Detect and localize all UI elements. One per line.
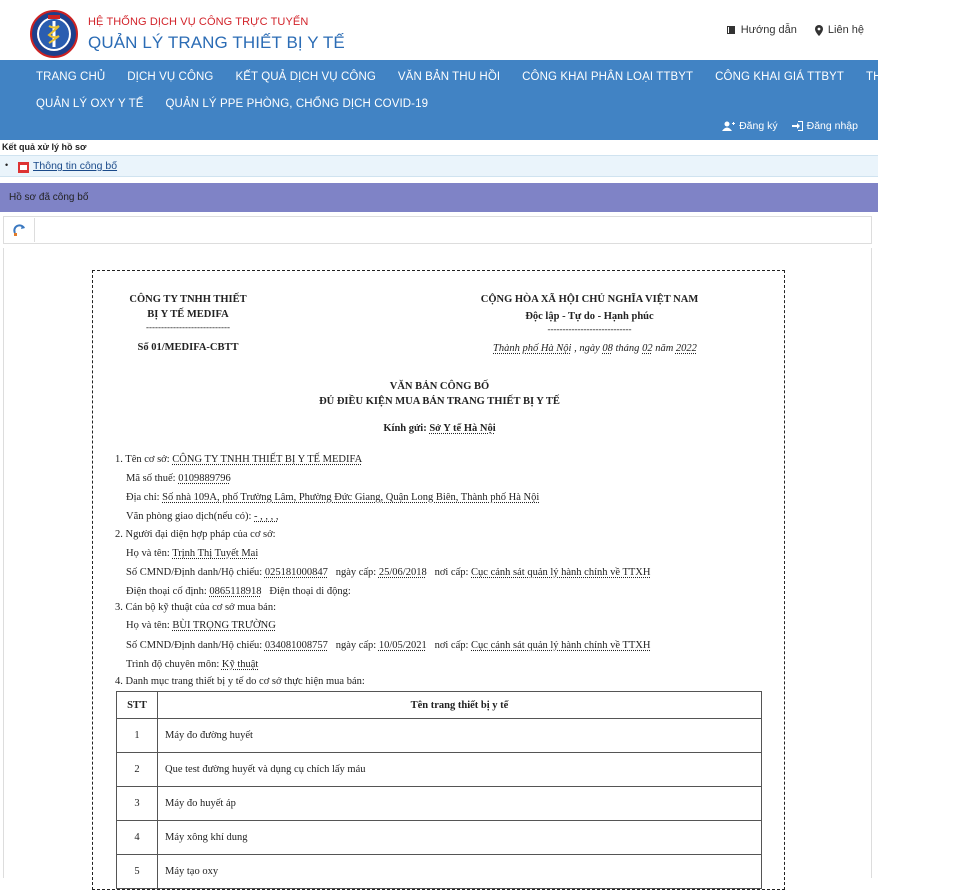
ministry-of-health-logo[interactable] xyxy=(30,10,78,58)
refresh-icon xyxy=(13,224,27,236)
table-row xyxy=(117,855,762,889)
auth-links xyxy=(722,120,858,132)
company-name-line1: CÔNG TY TNHH THIẾT xyxy=(129,294,247,305)
guide-link-label: Hướng dẫn xyxy=(740,24,797,36)
tech-issue-label: ngày cấp: xyxy=(335,640,377,651)
left-divider: ---------------------------- xyxy=(146,322,230,332)
info-bar xyxy=(0,155,878,177)
tax-code-line xyxy=(126,473,231,484)
rep-place-label: nơi cấp: xyxy=(434,567,469,578)
document-number: Số 01/MEDIFA-CBTT xyxy=(137,342,239,353)
user-plus-icon xyxy=(722,121,735,131)
document-date xyxy=(493,343,697,354)
rep-id: 025181000847 xyxy=(264,567,328,578)
login-label: Đăng nhập xyxy=(806,120,858,132)
table-row xyxy=(117,787,762,821)
breadcrumb: Kết quả xử lý hồ sơ xyxy=(2,142,87,152)
row-stt: 4 xyxy=(117,821,158,855)
rep-name-line xyxy=(126,548,258,559)
document-title-1: VĂN BẢN CÔNG BỐ xyxy=(389,381,490,392)
recipient-value: Sở Y tế Hà Nội xyxy=(429,423,496,434)
nav-item-statistics[interactable]: THỐNG KÊ TTBYT xyxy=(866,71,967,83)
rep-name-label: Họ và tên: xyxy=(126,548,170,559)
tech-id-line xyxy=(126,640,650,651)
date-month-label: tháng xyxy=(615,343,640,354)
rep-id-label: Số CMND/Định danh/Hộ chiếu: xyxy=(126,567,263,578)
tech-name: BÙI TRỌNG TRƯỜNG xyxy=(172,620,276,631)
row-device-name: Máy đo đường huyết xyxy=(158,719,762,753)
row-device-name: Que test đường huyết và dụng cụ chích lấy máu xyxy=(158,753,762,787)
rep-name: Trịnh Thị Tuyết Mai xyxy=(172,548,259,559)
nav-item-revoked-documents[interactable]: VĂN BẢN THU HỒI xyxy=(397,71,501,83)
header-subtitle: HỆ THỐNG DỊCH VỤ CÔNG TRỰC TUYẾN xyxy=(88,16,309,28)
nav-item-service-results[interactable]: KẾT QUẢ DỊCH VỤ CÔNG xyxy=(235,71,376,83)
rep-issue-label: ngày cấp: xyxy=(335,567,377,578)
office-value: - , , , , xyxy=(254,511,279,522)
row-device-name: Máy xông khí dung xyxy=(158,821,762,855)
rep-issue-place: Cục cảnh sát quản lý hành chính về TTXH xyxy=(471,567,651,578)
nav-item-classification[interactable]: CÔNG KHAI PHÂN LOẠI TTBYT xyxy=(522,71,694,83)
rep-phone: 0865118918 xyxy=(209,586,262,597)
nav-item-public-services[interactable]: DỊCH VỤ CÔNG xyxy=(127,71,214,83)
nation-name: CỘNG HÒA XÃ HỘI CHỦ NGHĨA VIỆT NAM xyxy=(480,294,699,305)
date-day-label: , ngày xyxy=(574,343,600,354)
address: Số nhà 109A, phố Trường Lâm, Phường Đức Giang, Quận Long Biên, Thành phố Hà Nội xyxy=(162,492,540,503)
row-device-name: Máy tạo oxy xyxy=(158,855,762,889)
tech-level-line xyxy=(126,659,258,670)
register-label: Đăng ký xyxy=(739,120,778,132)
tech-place-label: nơi cấp: xyxy=(434,640,469,651)
rep-phone-label: Điện thoại cố định: xyxy=(126,586,207,597)
header-links xyxy=(726,24,864,36)
contact-link[interactable] xyxy=(815,24,864,36)
row-stt: 3 xyxy=(117,787,158,821)
table-row xyxy=(117,821,762,855)
nation-motto: Độc lập - Tự do - Hạnh phúc xyxy=(525,311,654,322)
address-label: Địa chỉ: xyxy=(126,492,160,503)
nav-item-prices[interactable]: CÔNG KHAI GIÁ TTBYT xyxy=(715,71,844,83)
section-2-label: 2. Người đại diện hợp pháp của cơ sở: xyxy=(115,529,276,540)
column-header-stt: STT xyxy=(117,692,158,719)
office-label: Văn phòng giao dịch(nếu có): xyxy=(126,511,252,522)
login-button[interactable] xyxy=(792,120,858,132)
device-table xyxy=(116,691,762,889)
tech-issue-date: 10/05/2021 xyxy=(378,640,427,651)
rep-issue-date: 25/06/2018 xyxy=(378,567,427,578)
register-button[interactable] xyxy=(722,120,778,132)
table-row xyxy=(117,753,762,787)
column-header-device-name: Tên trang thiết bị y tế xyxy=(158,692,762,719)
tax-code: 0109889796 xyxy=(178,473,231,484)
nav-row-2 xyxy=(25,93,439,115)
sign-in-icon xyxy=(792,121,803,131)
tech-level-label: Trình độ chuyên môn: xyxy=(126,659,220,670)
header-title: QUẢN LÝ TRANG THIẾT BỊ Y TẾ xyxy=(88,33,345,52)
recipient-label: Kính gửi: xyxy=(383,423,427,434)
tech-name-line xyxy=(126,620,276,631)
site-header xyxy=(0,0,878,60)
row-stt: 2 xyxy=(117,753,158,787)
tech-id: 034081008757 xyxy=(264,640,328,651)
date-day: 08 xyxy=(602,343,613,354)
nav-item-oxygen[interactable]: QUẢN LÝ OXY Y TẾ xyxy=(36,98,144,110)
contact-link-label: Liên hệ xyxy=(827,24,864,36)
row-device-name: Máy đo huyết áp xyxy=(158,787,762,821)
tax-code-label: Mã số thuế: xyxy=(126,473,176,484)
table-row xyxy=(117,719,762,753)
bullet-icon: • xyxy=(5,160,9,170)
rep-id-line xyxy=(126,567,650,578)
section-1-label: 1. Tên cơ sở: xyxy=(115,454,170,465)
rep-phone-line xyxy=(126,586,351,597)
panel-title: Hồ sơ đã công bố xyxy=(9,192,89,203)
section-1 xyxy=(115,454,362,465)
refresh-button[interactable] xyxy=(5,218,35,242)
facility-name: CÔNG TY TNHH THIẾT BỊ Y TẾ MEDIFA xyxy=(172,454,363,465)
pdf-icon xyxy=(18,162,29,173)
tech-level: Kỹ thuật xyxy=(221,659,259,670)
right-divider: ---------------------------- xyxy=(547,324,632,334)
nav-row-1 xyxy=(25,66,978,88)
nav-item-home[interactable]: TRANG CHỦ xyxy=(36,71,106,83)
office-line xyxy=(126,511,279,522)
published-info-link[interactable]: Thông tin công bố xyxy=(33,160,118,172)
row-stt: 1 xyxy=(117,719,158,753)
date-year: 2022 xyxy=(675,343,697,354)
section-3-label: 3. Cán bộ kỹ thuật của cơ sở mua bán: xyxy=(115,602,276,613)
tech-name-label: Họ và tên: xyxy=(126,620,170,631)
document-page xyxy=(92,270,785,890)
recipient-line xyxy=(93,423,786,434)
company-name-line2: BỊ Y TẾ MEDIFA xyxy=(147,309,229,320)
date-month: 02 xyxy=(642,343,653,354)
table-header-row xyxy=(117,692,762,719)
rep-mobile-label: Điện thoại di động: xyxy=(269,586,351,597)
row-stt: 5 xyxy=(117,855,158,889)
tech-issue-place: Cục cảnh sát quản lý hành chính về TTXH xyxy=(471,640,651,651)
date-place: Thành phố Hà Nội xyxy=(493,343,572,354)
section-4-label: 4. Danh mục trang thiết bị y tế do cơ sở thực hiện mua bán: xyxy=(115,676,365,687)
tech-id-label: Số CMND/Định danh/Hộ chiếu: xyxy=(126,640,263,651)
nav-item-ppe[interactable]: QUẢN LÝ PPE PHÒNG, CHỐNG DỊCH COVID-19 xyxy=(165,98,429,110)
document-title-2: ĐỦ ĐIỀU KIỆN MUA BÁN TRANG THIẾT BỊ Y TẾ xyxy=(319,396,560,407)
location-pin-icon xyxy=(815,25,823,36)
address-line xyxy=(126,492,539,503)
document-toolbar xyxy=(3,216,872,244)
panel-header xyxy=(0,183,878,212)
main-navigation xyxy=(0,60,967,140)
guide-link[interactable] xyxy=(726,24,797,36)
book-icon xyxy=(726,25,736,35)
date-year-label: năm xyxy=(655,343,674,354)
